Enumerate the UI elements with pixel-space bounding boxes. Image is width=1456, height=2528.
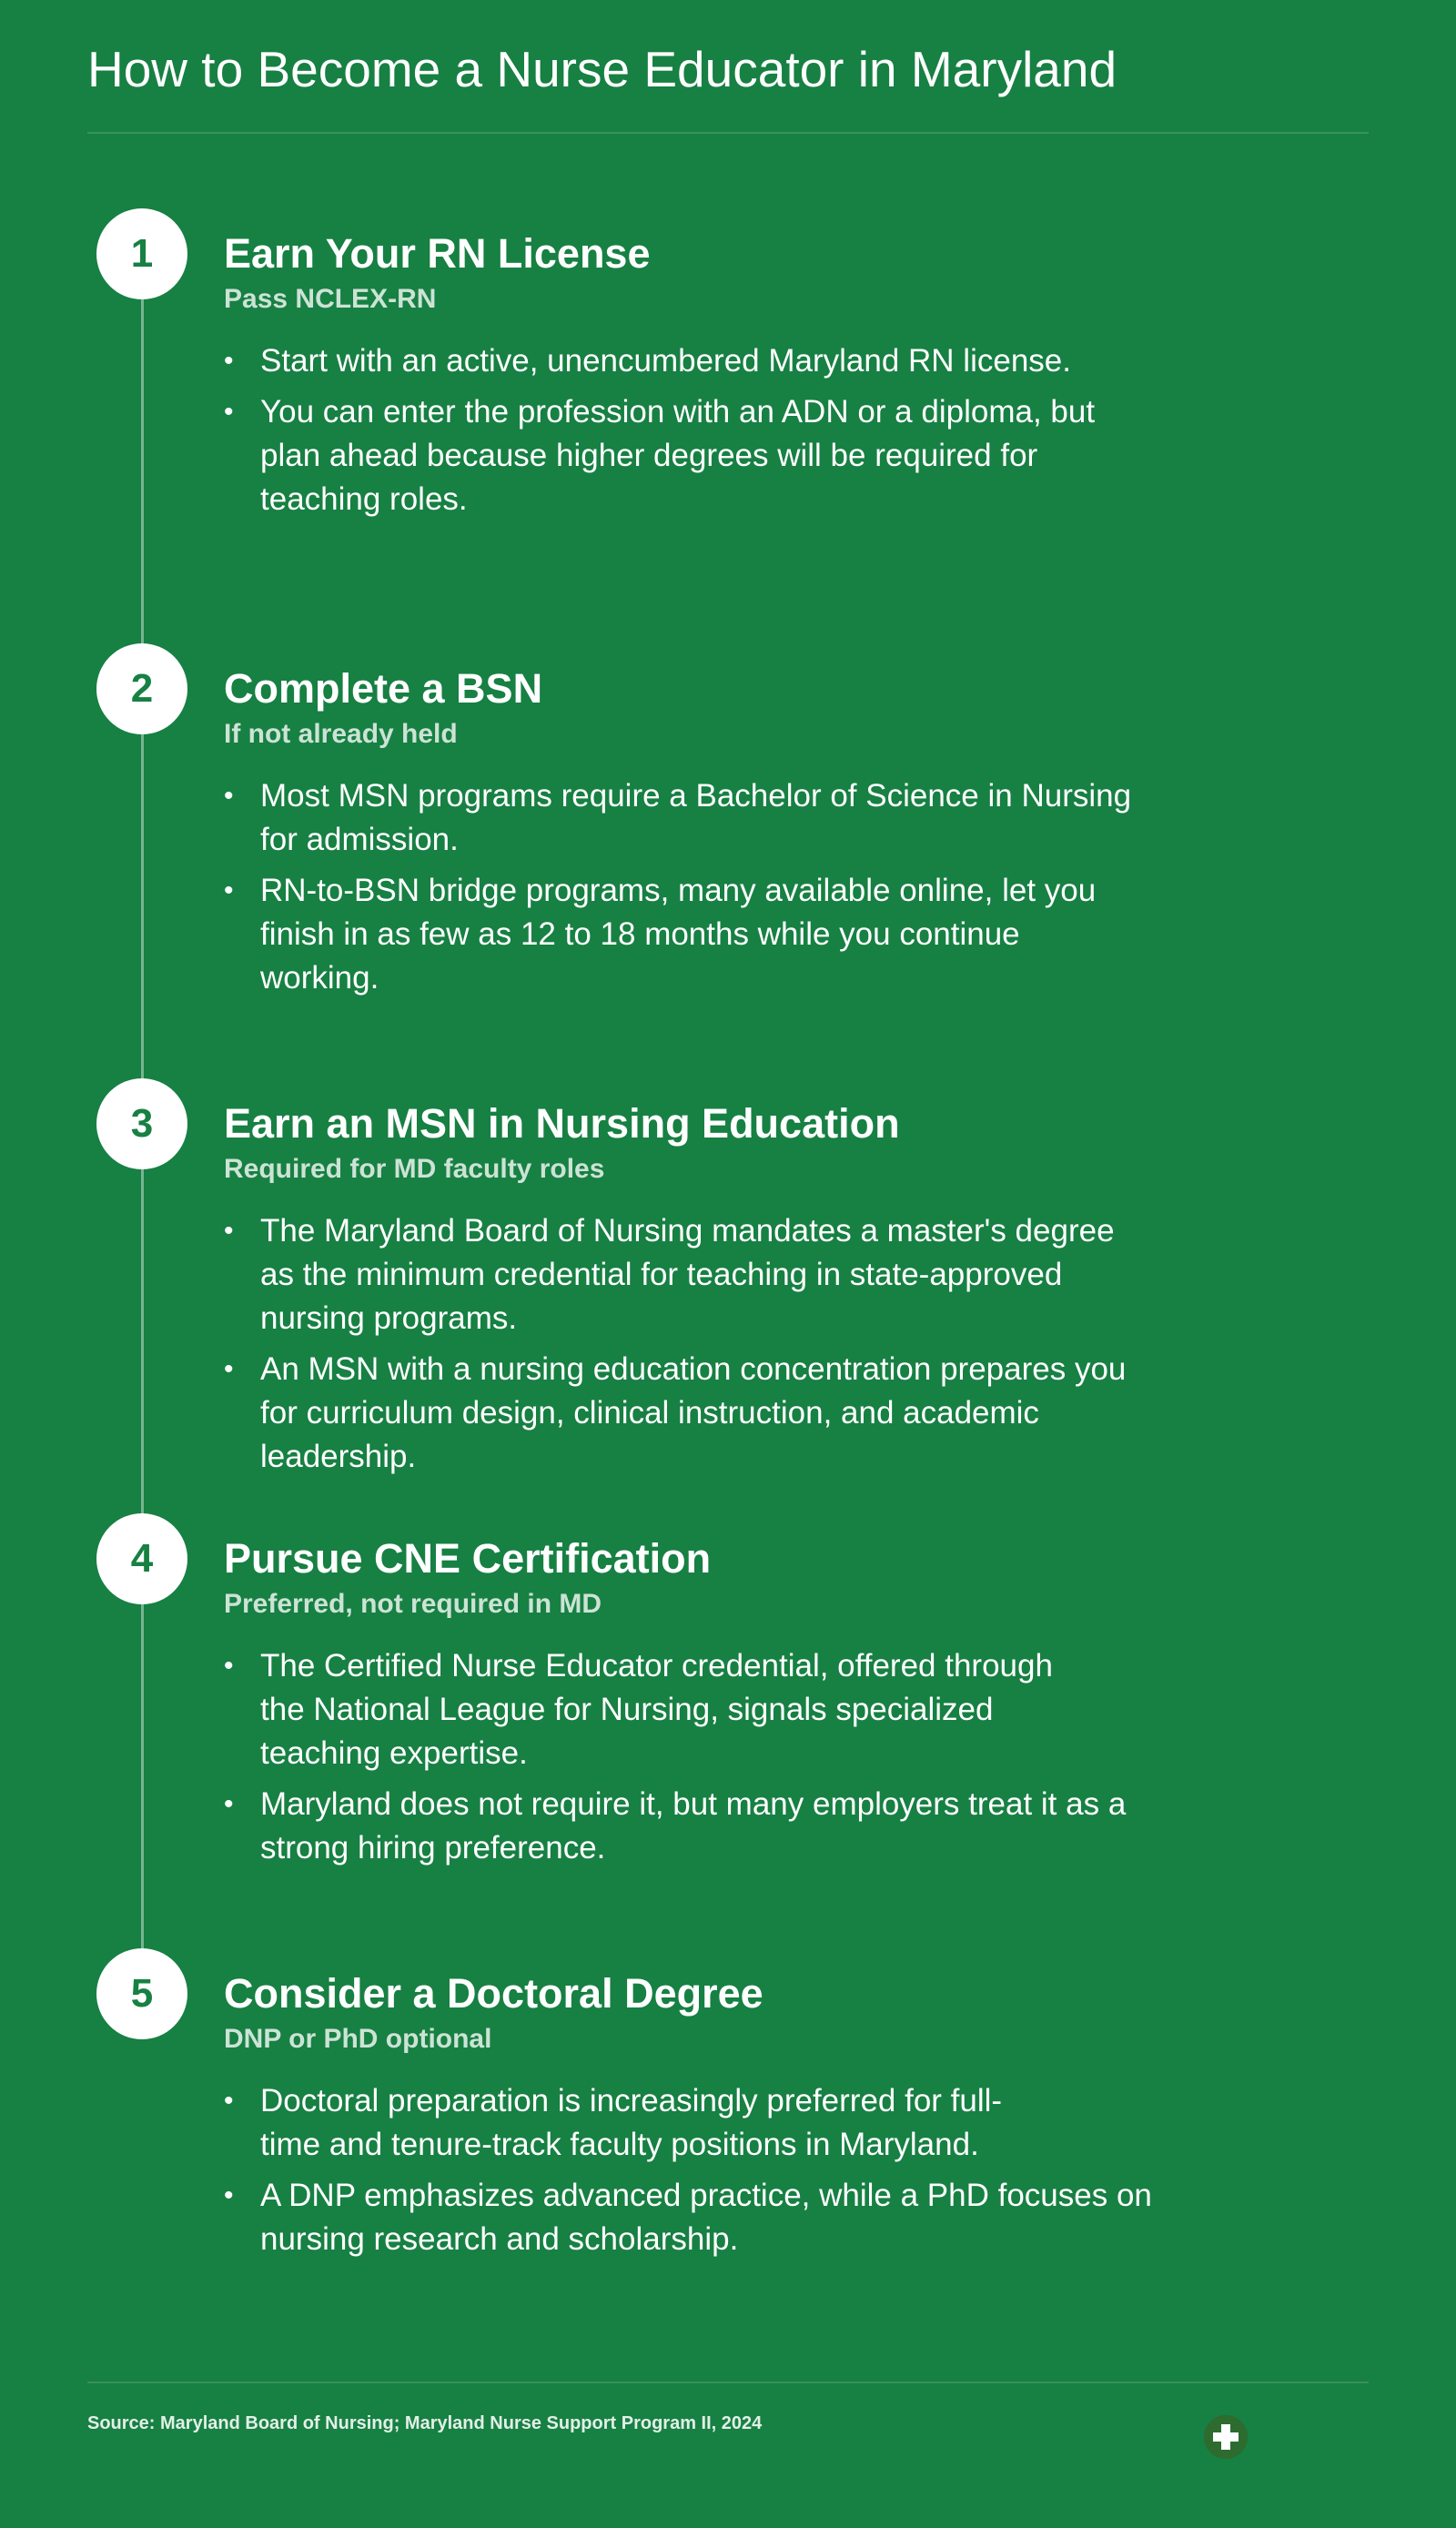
step-bullet-list [224,774,1225,1000]
step-title: Earn an MSN in Nursing Education [224,1100,900,1147]
bullet-text: RN-to-BSN bridge programs, many available online, let you finish in as few as 12 to 18 months while you continue working. [260,873,1097,996]
bullet-item [224,774,1134,862]
bullet-dot-icon: • [224,1789,234,1819]
bullet-item [224,2174,1207,2261]
step-subtitle: Pass NCLEX-RN [224,284,437,314]
step-content [224,1098,1225,1486]
bullet-text: You can enter the profession with an ADN or a diploma, but plan ahead because higher degrees will be required for teaching roles. [260,394,1096,517]
bullet-text: A DNP emphasizes advanced practice, while a PhD focuses on nursing research and scholarship. [260,2178,1152,2257]
step-title: Earn Your RN License [224,230,651,277]
bullet-text: Maryland does not require it, but many employers treat it as a strong hiring preference. [260,1786,1127,1866]
step-bullet-list [224,1644,1225,1870]
step-subtitle: If not already held [224,719,458,749]
bullet-item [224,1644,1070,1775]
bullet-text: An MSN with a nursing education concentration prepares you for curriculum design, clinical instruction, and academic leadership. [260,1351,1127,1474]
bullet-text: The Maryland Board of Nursing mandates a master's degree as the minimum credential for teaching in state-approved nursing programs. [260,1213,1115,1336]
step-bullet-list [224,2079,1225,2261]
bullet-item [224,1783,1134,1870]
bullet-item [224,1209,1116,1340]
step-number-badge: 1 [96,208,187,299]
step-title: Complete a BSN [224,665,543,712]
medical-cross-icon [1204,2415,1248,2459]
bullet-dot-icon: • [224,875,234,905]
bullet-dot-icon: • [224,397,234,427]
step-number-badge: 3 [96,1078,187,1169]
page-title: How to Become a Nurse Educator in Maryland [87,41,1117,97]
step-number-badge: 2 [96,643,187,734]
step-bullet-list [224,339,1225,521]
bullet-dot-icon: • [224,2086,234,2116]
step-subtitle: DNP or PhD optional [224,2024,492,2054]
footer-divider [87,2381,1369,2383]
bullet-text: The Certified Nurse Educator credential, offered through the National League for Nursing, signals specialized teaching expertise. [260,1648,1053,1771]
step-bullet-list [224,1209,1225,1479]
step-content [224,1968,1225,2269]
bullet-dot-icon: • [224,1651,234,1681]
bullet-item [224,339,1225,383]
step-number-badge: 5 [96,1948,187,2039]
bullet-dot-icon: • [224,346,234,376]
step-title: Pursue CNE Certification [224,1535,712,1582]
source-note: Source: Maryland Board of Nursing; Maryland Nurse Support Program II, 2024 [87,2413,763,2433]
bullet-item [224,390,1134,521]
step-subtitle: Preferred, not required in MD [224,1589,602,1619]
bullet-dot-icon: • [224,1354,234,1384]
bullet-text: Doctoral preparation is increasingly preferred for full-time and tenure-track faculty positions in Maryland. [260,2083,1003,2162]
step-subtitle: Required for MD faculty roles [224,1154,605,1184]
bullet-item [224,2079,1061,2167]
step-content [224,1533,1225,1877]
step-content [224,663,1225,1007]
step-content [224,228,1225,529]
step-number-badge: 4 [96,1513,187,1604]
bullet-item [224,869,1134,1000]
header-divider [87,132,1369,134]
bullet-dot-icon: • [224,1216,234,1246]
bullet-item [224,1348,1161,1479]
step-title: Consider a Doctoral Degree [224,1970,763,2017]
bullet-text: Start with an active, unencumbered Maryland RN license. [260,343,1071,379]
bullet-text: Most MSN programs require a Bachelor of Science in Nursing for admission. [260,778,1132,857]
bullet-dot-icon: • [224,2180,234,2210]
bullet-dot-icon: • [224,781,234,811]
